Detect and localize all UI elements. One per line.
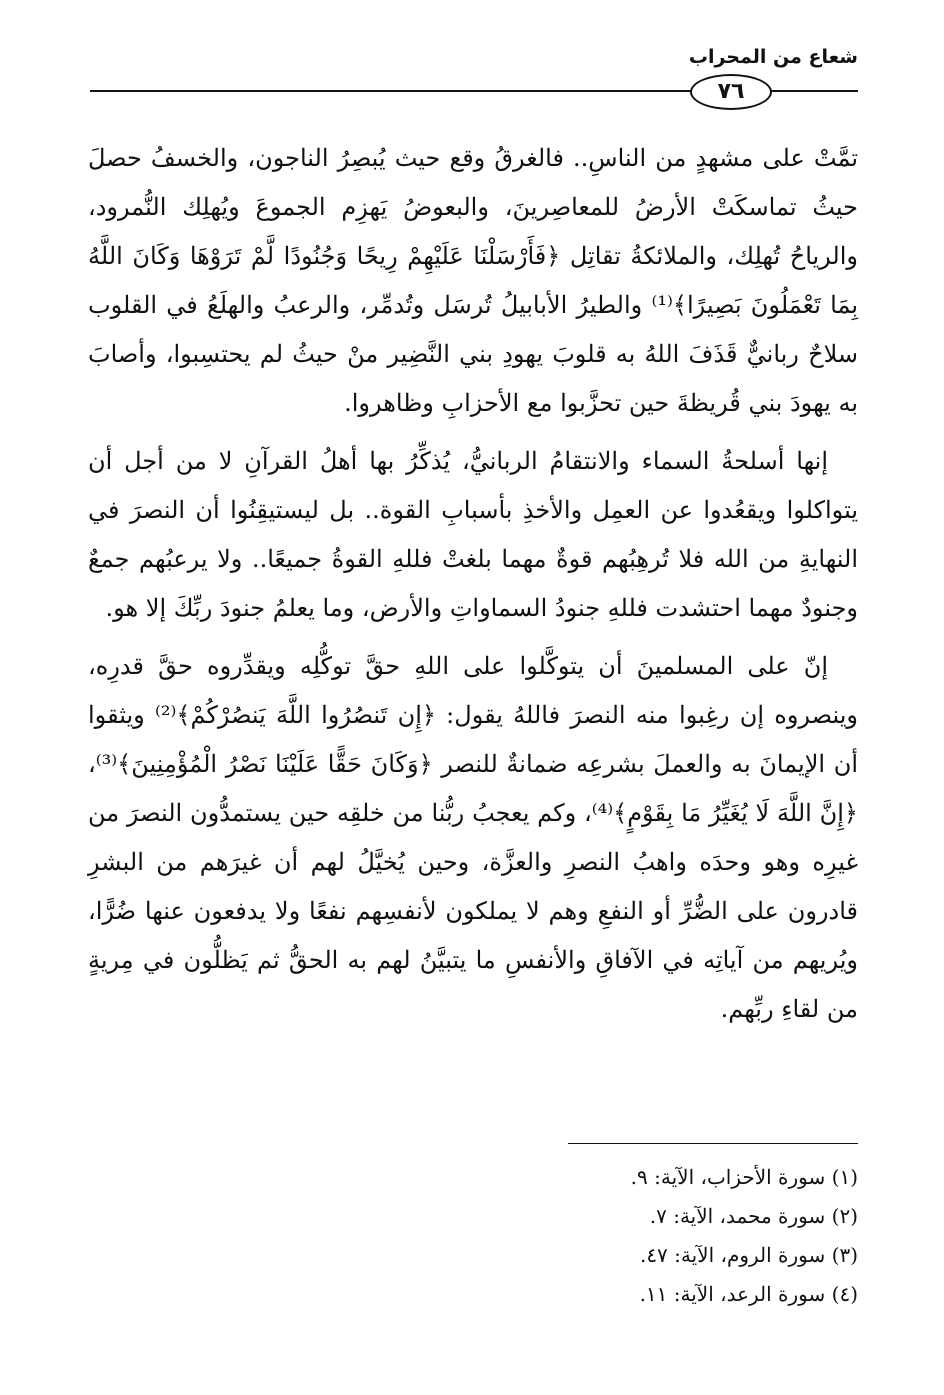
footnotes: [358, 1158, 858, 1314]
body-text: [88, 134, 858, 1043]
footnote-4: (٤) سورة الرعد، الآية: ١١.: [639, 1282, 858, 1306]
page-number-badge: ٧٦: [690, 74, 772, 110]
footnote-2: (٢) سورة محمد، الآية: ٧.: [649, 1204, 858, 1228]
running-title: شعاع من المحراب: [688, 46, 858, 68]
footnote-separator: [568, 1143, 858, 1144]
footnote-3: (٣) سورة الروم، الآية: ٤٧.: [639, 1243, 858, 1267]
paragraph-3: إنّ على المسلمينَ أن يتوكَّلوا على اللهِ حقَّ توكُّلِه ويقدِّروه حقَّ قدرِه، وينصروه إن رغِبوا منه النصرَ فاللهُ يقول: ﴿إِن تَنصُرُوا اللَّهَ يَنصُرْكُمْ﴾⁽²⁾ ويثقوا أن الإيمانَ به والعملَ بشرعِه ضمانةٌ للنصر ﴿وَكَانَ حَقًّا عَلَيْنَا نَصْرُ الْمُؤْمِنِينَ﴾⁽³⁾، ﴿إِنَّ اللَّهَ لَا يُغَيِّرُ مَا بِقَوْمٍ﴾⁽⁴⁾، وكم يعجبُ ربُّنا من خلقِه حين يستمدُّون النصرَ من غيرِه وهو وحدَه واهبُ النصرِ والعزَّة، وحين يُخيَّلُ لهم أن غيرَهم من البشرِ قادرون على الضُّرِّ أو النفعِ وهم لا يملكون لأنفسِهم نفعًا ولا يدفعون عنها ضُرًّا، ويُريهم من آياتِه في الآفاقِ والأنفسِ ما يتبيَّنُ لهم به الحقُّ ثم يَظلُّون في مِريةٍ من لقاءِ ربِّهم.: [88, 652, 858, 1023]
footnote-1: (١) سورة الأحزاب، الآية: ٩.: [630, 1165, 858, 1189]
paragraph-2: إنها أسلحةُ السماء والانتقامُ الربانيُّ، يُذكِّرُ بها أهلُ القرآنِ لا من أجل أن يتواكلوا ويقعُدوا عن العمِل والأخذِ بأسبابِ القوة.. بل ليستيقِنُوا أن النصرَ في النهايةِ من الله فلا تُرهِبُهم قوةٌ مهما بلغتْ فللهِ القوةُ جميعًا.. ولا يرعبُهم جمعٌ وجنودٌ مهما احتشدت فللهِ جنودُ السماواتِ والأرض، وما يعلمُ جنودَ ربِّكَ إلا هو.: [88, 447, 858, 622]
paragraph-1: تمَّتْ على مشهدٍ من الناسِ.. فالغرقُ وقع حيث يُبصِرُ الناجون، والخسفُ حصلَ حيثُ تماسكَتْ الأرضُ للمعاصِرينَ، والبعوضُ يَهزِم الجموعَ ويُهلِك النُّمرود، والرياحُ تُهلِك، والملائكةُ تقاتِل ﴿فَأَرْسَلْنَا عَلَيْهِمْ رِيحًا وَجُنُودًا لَّمْ تَرَوْهَا وَكَانَ اللَّهُ بِمَا تَعْمَلُونَ بَصِيرًا﴾⁽¹⁾ والطيرُ الأبابيلُ تُرسَل وتُدمِّر، والرعبُ والهلَعُ في القلوب سلاحٌ ربانيٌّ قَذَفَ اللهُ به قلوبَ يهودِ بني النَّضِير منْ حيثُ لم يحتسِبوا، وأصابَ به يهودَ بني قُريظةَ حين تحزَّبوا مع الأحزابِ وظاهروا.: [88, 144, 858, 417]
